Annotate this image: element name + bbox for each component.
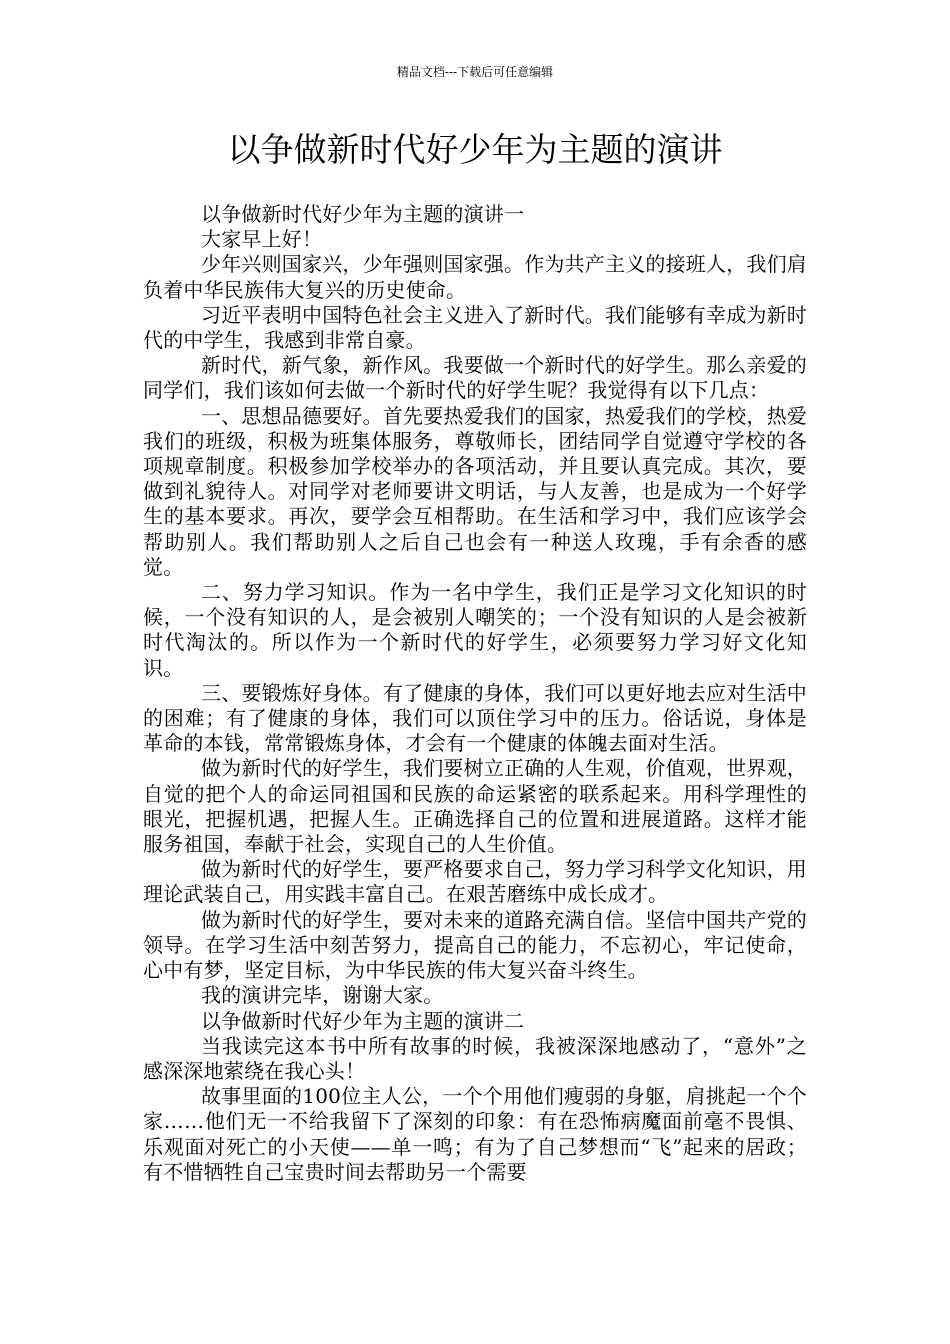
document-title: 以争做新时代好少年为主题的演讲 [227,130,723,169]
paragraph-point-one: 一、思想品德要好。首先要热爱我们的国家，热爱我们的学校，热爱我们的班级，积极为班集体服务，尊敬师长，团结同学自觉遵守学校的各项规章制度。积极参加学校举办的各项活动，并且要认真完成。其次，要做到礼貌待人。对同学对老师要讲文明话，与人友善，也是成为一个好学生的基本要求。再次，要学会互相帮助。在生活和学习中，我们应该学会帮助别人。我们帮助别人之后自己也会有一种送人玫瑰，手有余香的感觉。 [143,403,807,579]
page-header: 精品文档---下载后可任意编辑 [396,65,554,79]
paragraph: 做为新时代的好学生，要严格要求自己，努力学习科学文化知识，用理论武装自己，用实践丰富自己。在艰苦磨练中成长成才。 [143,857,807,907]
paragraph: 故事里面的100位主人公，一个个用他们瘦弱的身躯，肩挑起一个个家……他们无一不给我留下了深刻的印象：有在恐怖病魔面前毫不畏惧、乐观面对死亡的小天使——单一鸣；有为了自己梦想而“飞”起来的居政；有不惜牺牲自己宝贵时间去帮助另一个需要 [143,1084,807,1184]
paragraph: 做为新时代的好学生，我们要树立正确的人生观，价值观，世界观，自觉的把个人的命运同祖国和民族的命运紧密的联系起来。用科学理性的眼光，把握机遇，把握人生。正确选择自己的位置和进展道路。这样才能服务祖国，奉献于社会，实现自己的人生价值。 [143,756,807,857]
paragraph-point-three: 三、要锻炼好身体。有了健康的身体，我们可以更好地去应对生活中的困难；有了健康的身体，我们可以顶住学习中的压力。俗话说，身体是革命的本钱，常常锻炼身体，才会有一个健康的体魄去面对生活。 [143,680,807,756]
paragraph-closing: 我的演讲完毕，谢谢大家。 [201,983,444,1008]
paragraph-speech-one-heading: 以争做新时代好少年为主题的演讲一 [201,202,525,226]
paragraph-greeting: 大家早上好！ [201,227,323,252]
document-body [143,202,807,1185]
paragraph: 做为新时代的好学生，要对未来的道路充满自信。坚信中国共产党的领导。在学习生活中刻苦努力，提高自己的能力，不忘初心，牢记使命，心中有梦，坚定目标，为中华民族的伟大复兴奋斗终生。 [143,907,807,983]
paragraph: 新时代，新气象，新作风。我要做一个新时代的好学生。那么亲爱的同学们，我们该如何去做一个新时代的好学生呢？我觉得有以下几点： [143,353,807,403]
paragraph: 少年兴则国家兴，少年强则国家强。作为共产主义的接班人，我们肩负着中华民族伟大复兴的历史使命。 [143,252,807,302]
paragraph: 当我读完这本书中所有故事的时候，我被深深地感动了，“意外”之感深深地萦绕在我心头！ [143,1033,807,1083]
paragraph-speech-two-heading: 以争做新时代好少年为主题的演讲二 [201,1008,525,1033]
paragraph-point-two: 二、努力学习知识。作为一名中学生，我们正是学习文化知识的时候，一个没有知识的人，是会被别人嘲笑的；一个没有知识的人是会被新时代淘汰的。所以作为一个新时代的好学生，必须要努力学习好文化知识。 [143,580,807,680]
paragraph: 习近平表明中国特色社会主义进入了新时代。我们能够有幸成为新时代的中学生，我感到非常自豪。 [143,302,807,353]
